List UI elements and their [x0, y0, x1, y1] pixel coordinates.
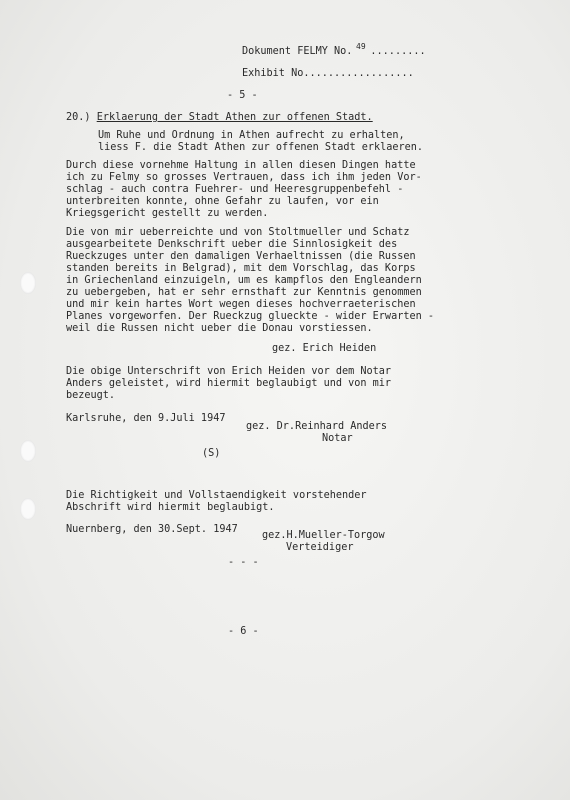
- signature-heiden: gez. Erich Heiden: [272, 343, 377, 354]
- document-number-line: [242, 46, 426, 59]
- paragraph-line: standen bereits in Belgrad), mit dem Vorschlag, das Korps: [66, 263, 416, 274]
- paragraph-line: Um Ruhe und Ordnung in Athen aufrecht zu erhalten,: [98, 130, 405, 141]
- document-number: 49: [356, 42, 366, 51]
- paragraph-line: ausgearbeitete Denkschrift ueber die Sinnlosigkeit des: [66, 239, 398, 250]
- punch-hole: [20, 272, 36, 294]
- paragraph-line: Die obige Unterschrift von Erich Heiden vor dem Notar: [66, 366, 392, 377]
- section-number: 20.): [66, 112, 91, 123]
- signature-mueller: gez.H.Mueller-Torgow: [262, 530, 385, 541]
- paragraph-line: zu uebergeben, hat er sehr ernsthaft zur Kenntnis genommen: [66, 287, 422, 298]
- document-dots: .........: [370, 46, 426, 57]
- section-title: Erklaerung der Stadt Athen zur offenen Stadt.: [96, 112, 373, 123]
- separator: - - -: [228, 557, 259, 568]
- page-number-top: - 5 -: [227, 90, 258, 101]
- place-date-karlsruhe: Karlsruhe, den 9.Juli 1947: [66, 413, 226, 424]
- place-date-nuernberg: Nuernberg, den 30.Sept. 1947: [66, 524, 238, 535]
- paragraph-line: schlag - auch contra Fuehrer- und Heeresgruppenbefehl -: [66, 184, 404, 195]
- paragraph-line: Rueckzuges unter den damaligen Verhaeltnissen (die Russen: [66, 251, 416, 262]
- page-number-bottom: - 6 -: [228, 626, 259, 637]
- paragraph-line: bezeugt.: [66, 390, 116, 401]
- section-heading: [66, 112, 373, 125]
- paragraph-line: Durch diese vornehme Haltung in allen diesen Dingen hatte: [66, 160, 416, 171]
- paragraph-line: weil die Russen nicht ueber die Donau vorstiessen.: [66, 323, 373, 334]
- paragraph-line: Anders geleistet, wird hiermit beglaubigt und von mir: [66, 378, 392, 389]
- paragraph-line: unterbreiten konnte, ohne Gefahr zu laufen, vor ein: [66, 196, 379, 207]
- signature-anders: gez. Dr.Reinhard Anders: [246, 421, 388, 432]
- paragraph-line: in Griechenland einzuigeln, um es kampflos den Engleandern: [66, 275, 422, 286]
- punch-hole: [20, 498, 36, 520]
- punch-hole: [20, 440, 36, 462]
- document-label: Dokument FELMY No.: [242, 46, 353, 57]
- paragraph-line: Planes vorgeworfen. Der Rueckzug glueckte - wider Erwarten -: [66, 311, 435, 322]
- paragraph-line: liess F. die Stadt Athen zur offenen Stadt erklaeren.: [98, 142, 424, 153]
- paragraph-line: ich zu Felmy so grosses Vertrauen, dass ich ihm jeden Vor-: [66, 172, 422, 183]
- seal-mark: (S): [202, 448, 221, 459]
- paragraph-line: und mir kein hartes Wort wegen dieses hochverraeterischen: [66, 299, 416, 310]
- signature-mueller-title: Verteidiger: [286, 542, 354, 553]
- paragraph-line: Abschrift wird hiermit beglaubigt.: [66, 502, 275, 513]
- paragraph-line: Kriegsgericht gestellt zu werden.: [66, 208, 269, 219]
- paragraph-line: Die Richtigkeit und Vollstaendigkeit vorstehender: [66, 490, 367, 501]
- paragraph-line: Die von mir ueberreichte und von Stoltmueller und Schatz: [66, 227, 410, 238]
- signature-anders-title: Notar: [322, 433, 353, 444]
- exhibit-line: Exhibit No..................: [242, 68, 414, 79]
